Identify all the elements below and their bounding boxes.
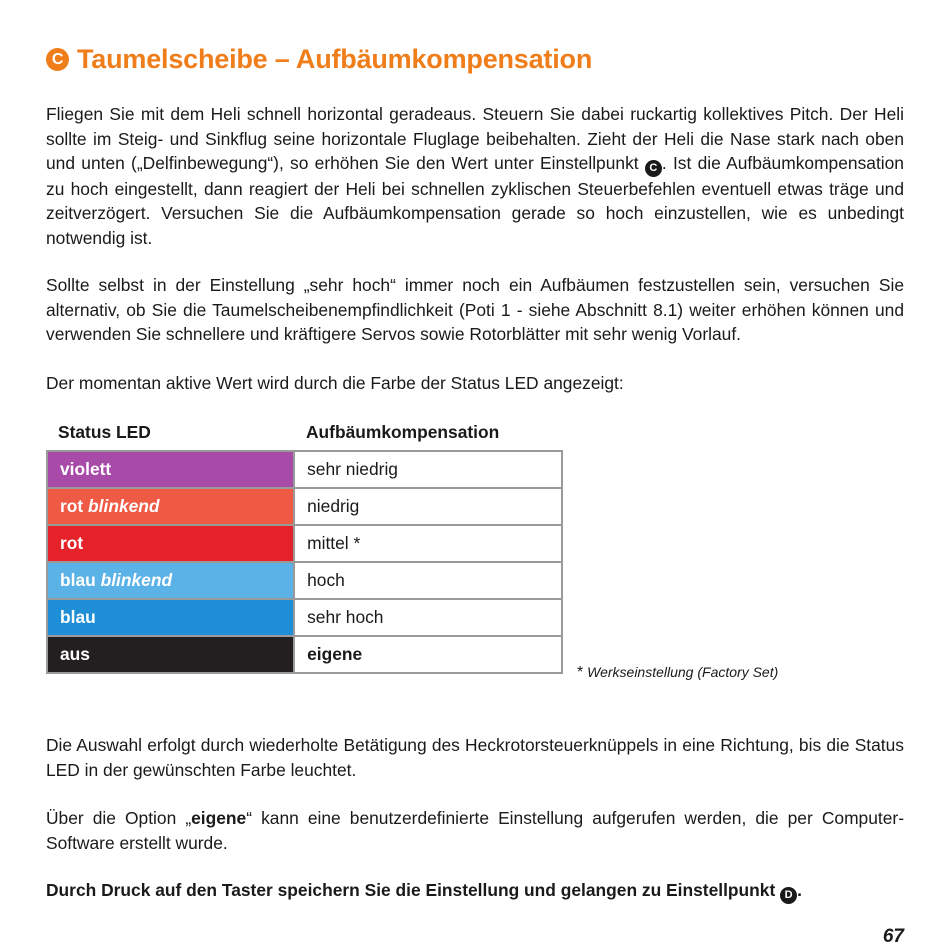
intro-paragraph <box>46 102 904 250</box>
compensation-value-cell: sehr hoch <box>294 599 562 636</box>
footnote <box>577 664 778 682</box>
led-color-cell <box>47 599 294 636</box>
step-c-inline-icon: C <box>645 160 662 177</box>
led-color-name: violett <box>60 459 112 479</box>
section-heading <box>46 44 592 75</box>
led-color-cell <box>47 525 294 562</box>
led-color-cell <box>47 451 294 488</box>
intro-text-part1: Fliegen Sie mit dem Heli schnell horizontal geradeaus. Steuern Sie dabei ruckartig kollektives Pitch. Der Heli sollte im Steig- und Sinkflug seine horizontale Fluglage beibehalten. Zieht der Heli die Nase stark nach oben und unten („Delfinbewegung“), so erhöhen Sie den Wert unter Einstellpunkt <box>46 104 904 173</box>
page-number: 67 <box>882 926 904 947</box>
compensation-value-cell: eigene <box>294 636 562 673</box>
step-c-icon: C <box>46 48 69 71</box>
compensation-value-cell: niedrig <box>294 488 562 525</box>
footnote-star: * <box>577 664 584 681</box>
led-color-name: rot <box>60 496 84 516</box>
column-header-led: Status LED <box>58 422 151 442</box>
section-title: Taumelscheibe – Aufbäumkompensation <box>77 44 593 74</box>
footnote-text: Werkseinstellung (Factory Set) <box>587 664 779 680</box>
compensation-value-cell: sehr niedrig <box>294 451 562 488</box>
save-instruction-end: . <box>797 880 802 900</box>
led-color-name: rot <box>60 533 84 553</box>
intro-text-part2: . Ist die Aufbäumkompensation zu hoch eingestellt, dann reagiert der Heli bei schnellen zyklischen Steuerbefehlen eventuell etwas träge und zeitverzögert. Versuchen Sie die Aufbäumkompensation gerade so hoch einzustellen, wie es unbedingt notwendig ist. <box>46 153 904 248</box>
table-row <box>47 636 562 673</box>
custom-text-after: “ kann eine benutzerdefinierte Einstellung aufgerufen werden, die per Computer-Software erstellt wurde. <box>46 808 904 853</box>
hint-paragraph: Sollte selbst in der Einstellung „sehr hoch“ immer noch ein Aufbäumen festzustellen sein, versuchen Sie alternativ, ob Sie die Taumelscheibenempfindlichkeit (Poti 1 - siehe Abschnitt 8.1) weiter erhöhen können und verwenden Sie schnellere und kräftigere Servos sowie Rotorblätter mit sehr wenig Vorlauf. <box>46 275 904 344</box>
led-color-cell <box>47 488 294 525</box>
led-color-cell <box>47 562 294 599</box>
table-row <box>47 488 562 525</box>
compensation-value-cell: hoch <box>294 562 562 599</box>
custom-option-name: eigene <box>191 808 247 828</box>
save-instruction-paragraph <box>46 878 904 904</box>
compensation-value-cell: mittel * <box>294 525 562 562</box>
custom-text-before: Über die Option „ <box>46 808 192 828</box>
table-row <box>47 562 562 599</box>
selection-paragraph: Die Auswahl erfolgt durch wiederholte Betätigung des Heckrotorsteuerknüppels in eine Richtung, bis die Status LED in der gewünschten Farbe leuchtet. <box>46 735 904 780</box>
led-color-name: aus <box>60 644 90 664</box>
led-blink-label: blinkend <box>100 570 173 590</box>
save-instruction-text: Durch Druck auf den Taster speichern Sie die Einstellung und gelangen zu Einstellpunkt <box>46 880 776 900</box>
led-color-name: blau <box>60 607 96 627</box>
table-row <box>47 599 562 636</box>
led-status-table <box>46 450 563 674</box>
column-header-value: Aufbäumkompensation <box>306 422 500 442</box>
led-color-cell <box>47 636 294 673</box>
custom-option-paragraph <box>46 806 904 855</box>
led-blink-label: blinkend <box>88 496 160 516</box>
step-d-inline-icon: D <box>780 887 797 904</box>
led-color-name: blau <box>60 570 96 590</box>
table-row <box>47 525 562 562</box>
table-row <box>47 451 562 488</box>
table-intro-paragraph: Der momentan aktive Wert wird durch die Farbe der Status LED angezeigt: <box>46 373 624 393</box>
